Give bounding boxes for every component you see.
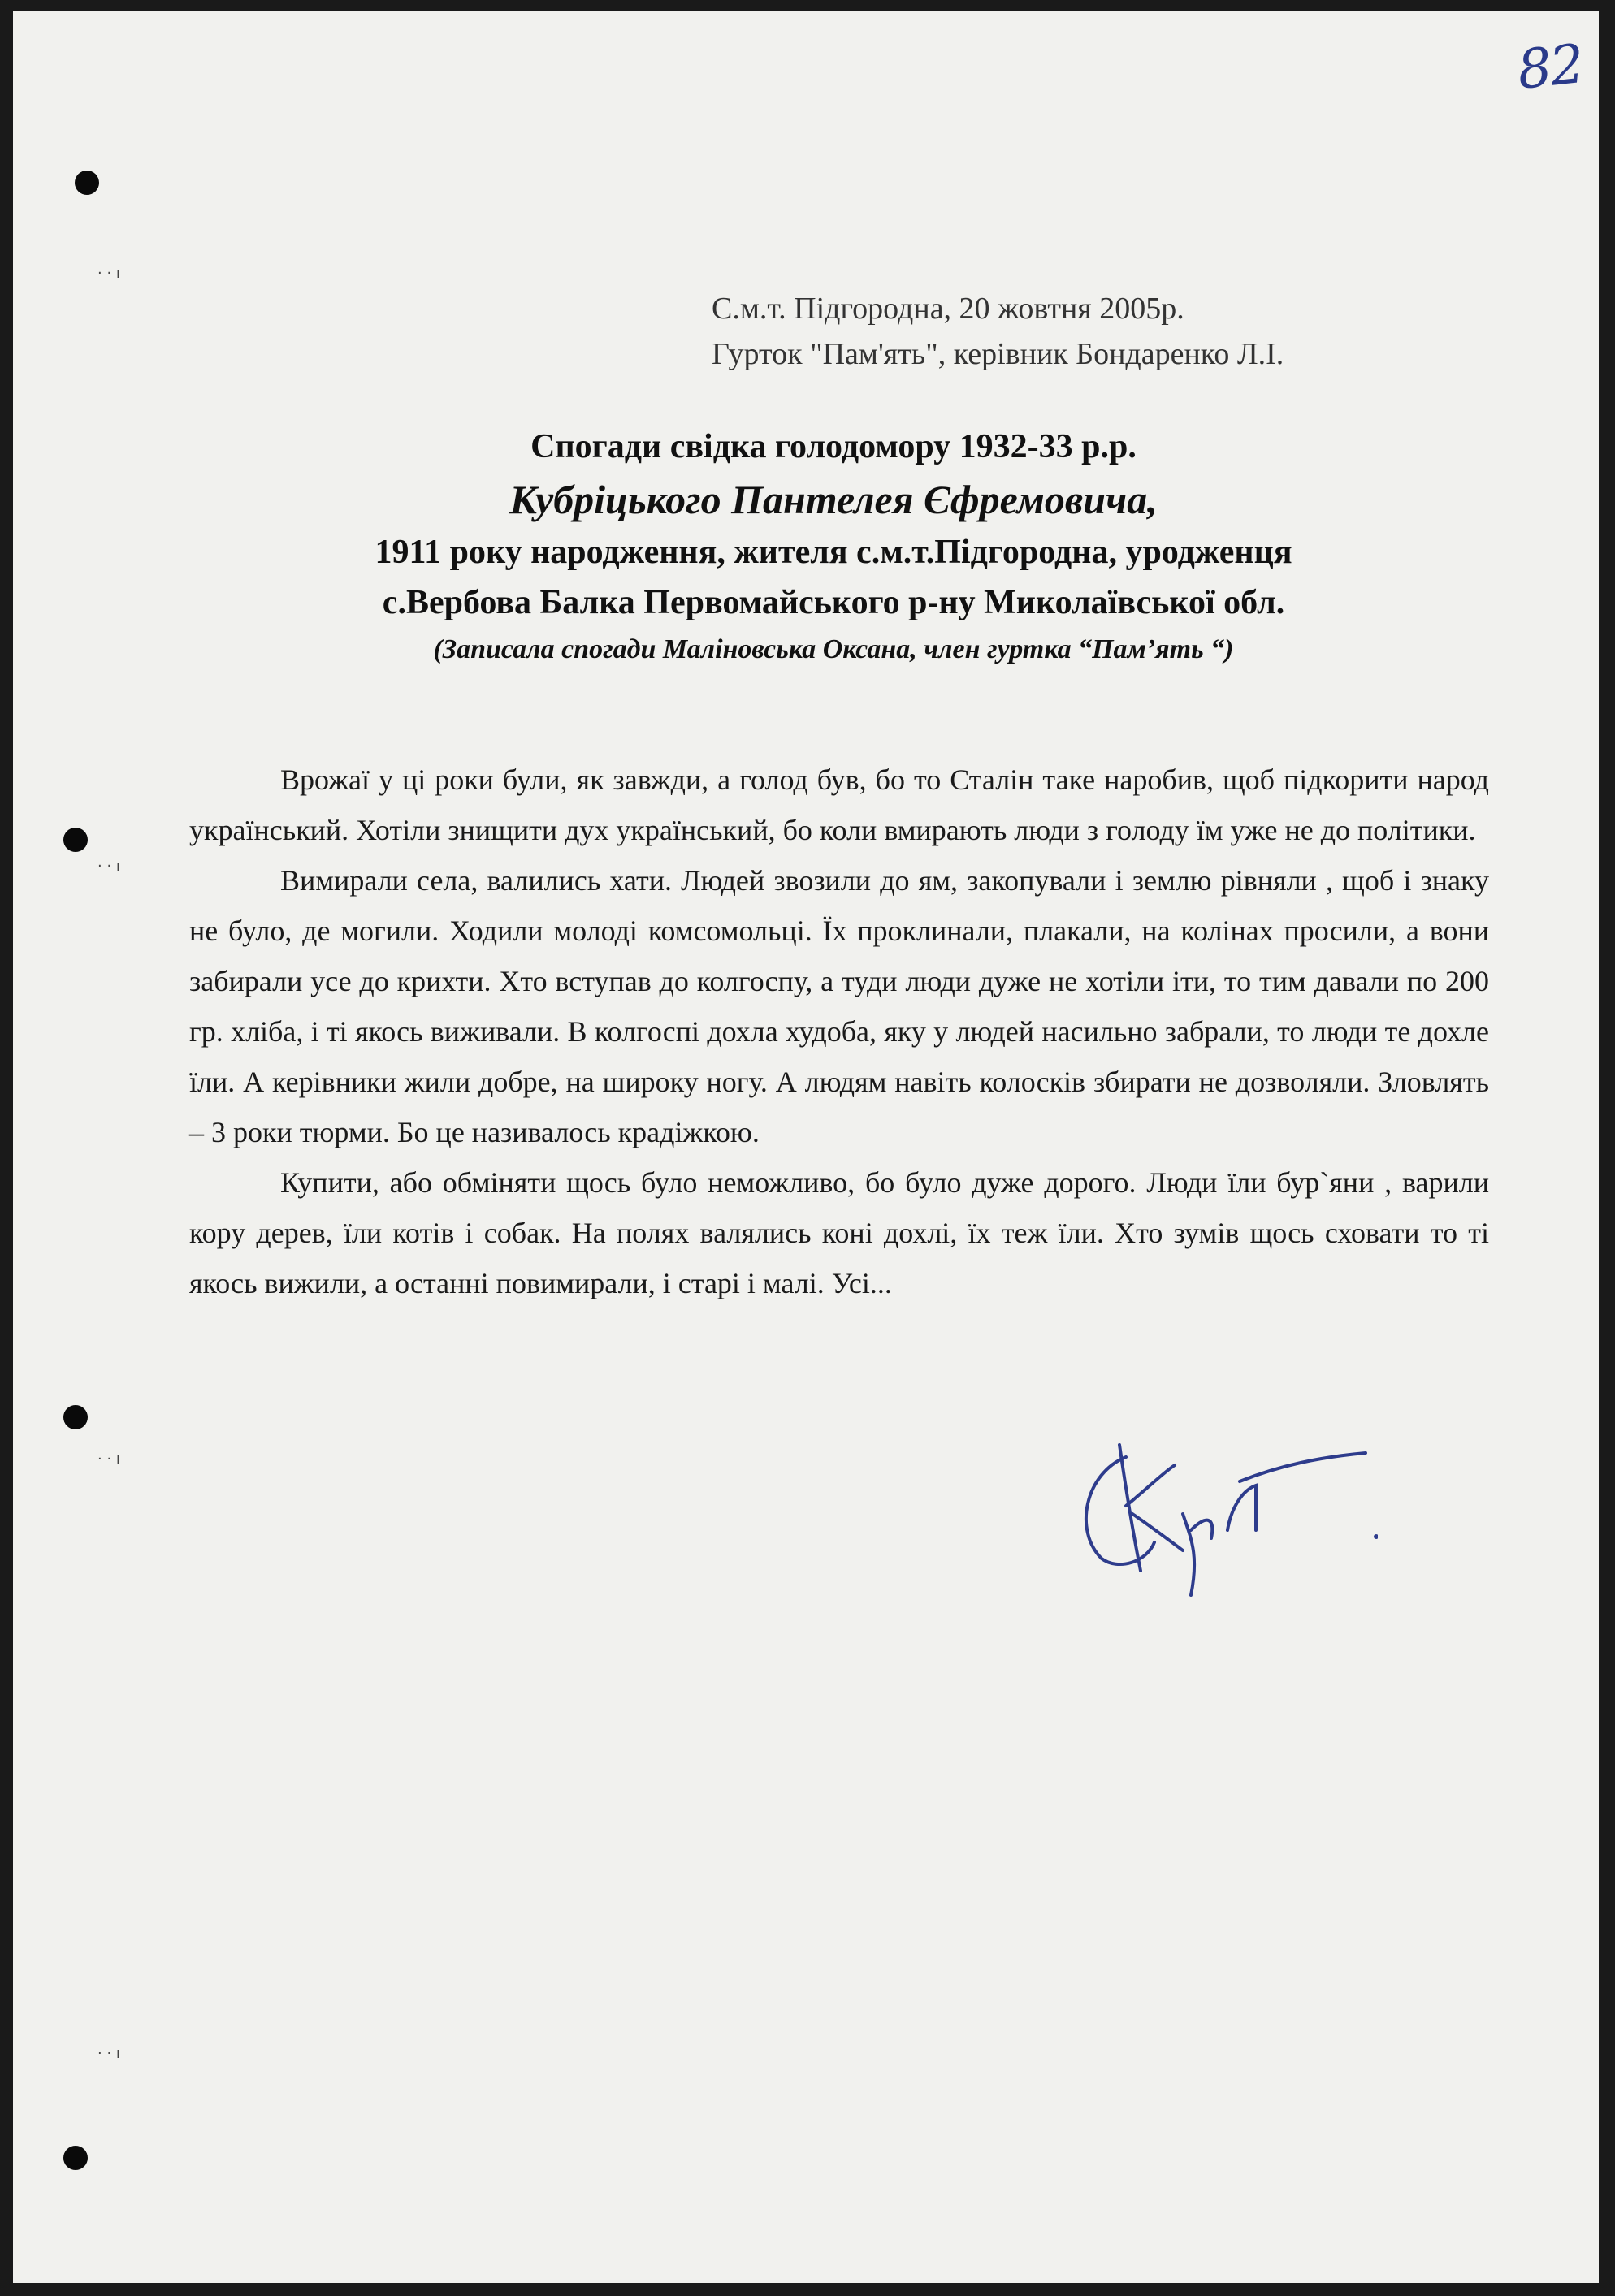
paragraph: Купити, або обміняти щось було неможливо, бо було дуже дорого. Люди їли бур`яни , варили кору дерев, їли котів і собак. На полях валялись коні дохлі, їх теж їли. Хто зумів щось сховати то ті якось вижили, а останні повимирали, і старі і малі. Усі... [189, 1166, 1489, 1299]
recorder-note: (Записала спогади Маліновська Оксана, член гуртка “Пам’ять “) [433, 634, 1234, 664]
punch-hole [63, 1405, 88, 1429]
page-number: 82 [1514, 32, 1586, 102]
document-header [712, 286, 1284, 377]
punch-hole [63, 2146, 88, 2170]
scan-mark: · · ı [97, 2045, 120, 2062]
signature [1069, 1408, 1378, 1619]
punch-hole [75, 171, 99, 195]
title-line-4: с.Вербова Балка Первомайського р-ну Миколаївської обл. [382, 584, 1285, 621]
club-leader: Гурток "Пам'ять", керівник Бондаренко Л.І. [712, 337, 1284, 371]
document-title [200, 422, 1467, 672]
paragraph: Вимирали села, валились хати. Людей звозили до ям, закопували і землю рівняли , щоб і знаку не було, де могили. Ходили молоді комсомольці. Їх проклинали, плакали, на колінах просили, а вони забирали усе до крихти. Хто вступав до колгоспу, а туди люди дуже не хотіли іти, то тим давали по 200 гр. хліба, і ті якось виживали. В колгоспі дохла худоба, яку у людей насильно забрали, то люди те дохле їли. А керівники жили добре, на широку ногу. А людям навіть колосків збирати не дозволяли. Зловлять – 3 роки тюрми. Бо це називалось крадіжкою. [189, 864, 1489, 1148]
witness-name: Кубріцького Пантелея Єфремовича, [509, 477, 1158, 522]
document-page [13, 11, 1599, 2283]
title-line-3: 1911 року народження, жителя с.м.т.Підгородна, уродженця [375, 534, 1292, 571]
paragraph: Врожаї у ці роки були, як завжди, а голод був, бо то Сталін таке наробив, щоб підкорити народ український. Хотіли знищити дух український, бо коли вмирають люди з голоду їм уже не до політики. [189, 763, 1489, 846]
place-date: С.м.т. Підгородна, 20 жовтня 2005р. [712, 292, 1184, 326]
testimony-text [189, 755, 1489, 1308]
punch-hole [63, 828, 88, 852]
title-line-1: Спогади свідка голодомору 1932-33 р.р. [530, 428, 1137, 465]
scan-mark: · · ı [97, 858, 120, 875]
scan-mark: · · ı [97, 1451, 120, 1468]
scan-mark: · · ı [97, 265, 120, 282]
